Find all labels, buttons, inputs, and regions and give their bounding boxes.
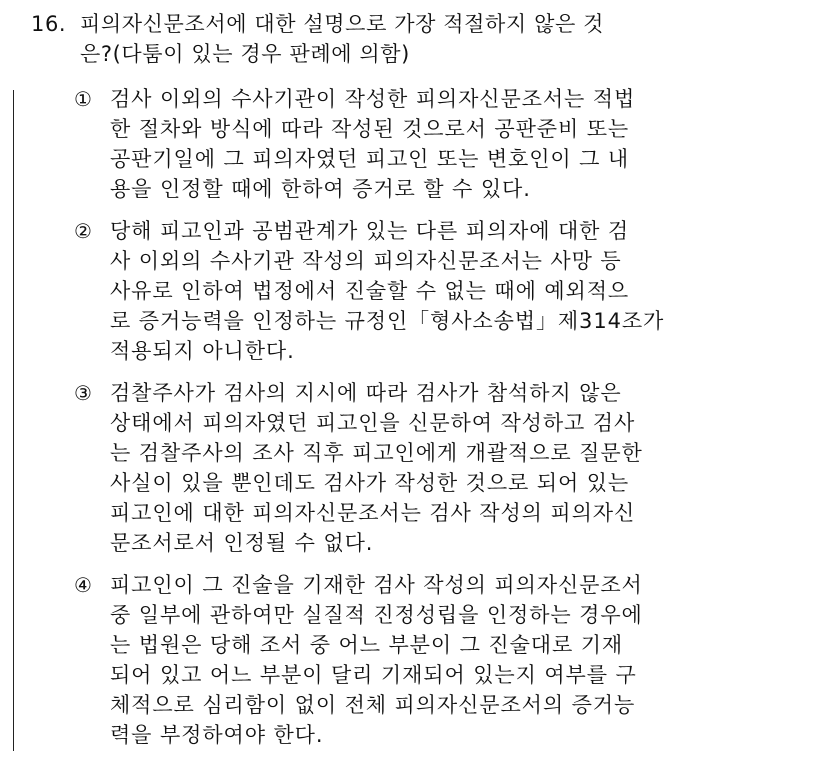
- option-1[interactable]: [74, 84, 804, 204]
- option-marker-4: ④: [74, 573, 92, 597]
- option-line: 공판기일에 그 피의자였던 피고인 또는 변호인이 그 내: [110, 147, 630, 171]
- option-2[interactable]: [74, 216, 804, 366]
- option-4[interactable]: [74, 570, 804, 750]
- option-line: 상태에서 피의자였던 피고인을 신문하여 작성하고 검사: [110, 411, 636, 435]
- question-16: [31, 9, 791, 69]
- option-3[interactable]: [74, 378, 804, 558]
- question-stem-line: [31, 9, 791, 39]
- option-line: 중 일부에 관하여만 실질적 진정성립을 인정하는 경우에: [110, 603, 643, 627]
- option-line: 적용되지 아니한다.: [110, 339, 295, 363]
- answer-options: [74, 84, 804, 762]
- option-marker-3: ③: [74, 381, 92, 405]
- option-line: 용을 인정할 때에 한하여 증거로 할 수 있다.: [110, 177, 531, 201]
- option-line: 검사 이외의 수사기관이 작성한 피의자신문조서는 적법: [110, 87, 636, 111]
- question-stem-text: 피의자신문조서에 대한 설명으로 가장 적절하지 않은 것: [80, 12, 605, 36]
- option-marker-2: ②: [74, 219, 92, 243]
- option-line: 문조서로서 인정될 수 없다.: [110, 531, 374, 555]
- option-line: 검찰주사가 검사의 지시에 따라 검사가 참석하지 않은: [110, 381, 622, 405]
- option-line: 체적으로 심리함이 없이 전체 피의자신문조서의 증거능: [110, 693, 636, 717]
- option-marker-1: ①: [74, 87, 92, 111]
- margin-rule: [13, 90, 14, 751]
- option-line: 피고인이 그 진술을 기재한 검사 작성의 피의자신문조서: [110, 573, 643, 597]
- option-line: 되어 있고 어느 부분이 달리 기재되어 있는지 여부를 구: [110, 663, 637, 687]
- option-line: 사실이 있을 뿐인데도 검사가 작성한 것으로 되어 있는: [110, 471, 630, 495]
- question-stem-line: 은?(다툼이 있는 경우 판례에 의함): [80, 42, 410, 66]
- option-line: 사유로 인하여 법정에서 진술할 수 없는 때에 예외적으: [110, 279, 630, 303]
- option-line: 는 법원은 당해 조서 중 어느 부분이 그 진술대로 기재: [110, 633, 624, 657]
- option-line: 는 검찰주사의 조사 직후 피고인에게 개괄적으로 질문한: [110, 441, 643, 465]
- option-line: 당해 피고인과 공범관계가 있는 다른 피의자에 대한 검: [110, 219, 630, 243]
- option-line: 한 절차와 방식에 따라 작성된 것으로서 공판준비 또는: [110, 117, 630, 141]
- option-line: 피고인에 대한 피의자신문조서는 검사 작성의 피의자신: [110, 501, 636, 525]
- option-line: 사 이외의 수사기관 작성의 피의자신문조서는 사망 등: [110, 249, 622, 273]
- question-number: 16.: [31, 12, 67, 36]
- option-line: 력을 부정하여야 한다.: [110, 723, 324, 747]
- option-line: 로 증거능력을 인정하는 규정인「형사소송법」제314조가: [110, 309, 665, 333]
